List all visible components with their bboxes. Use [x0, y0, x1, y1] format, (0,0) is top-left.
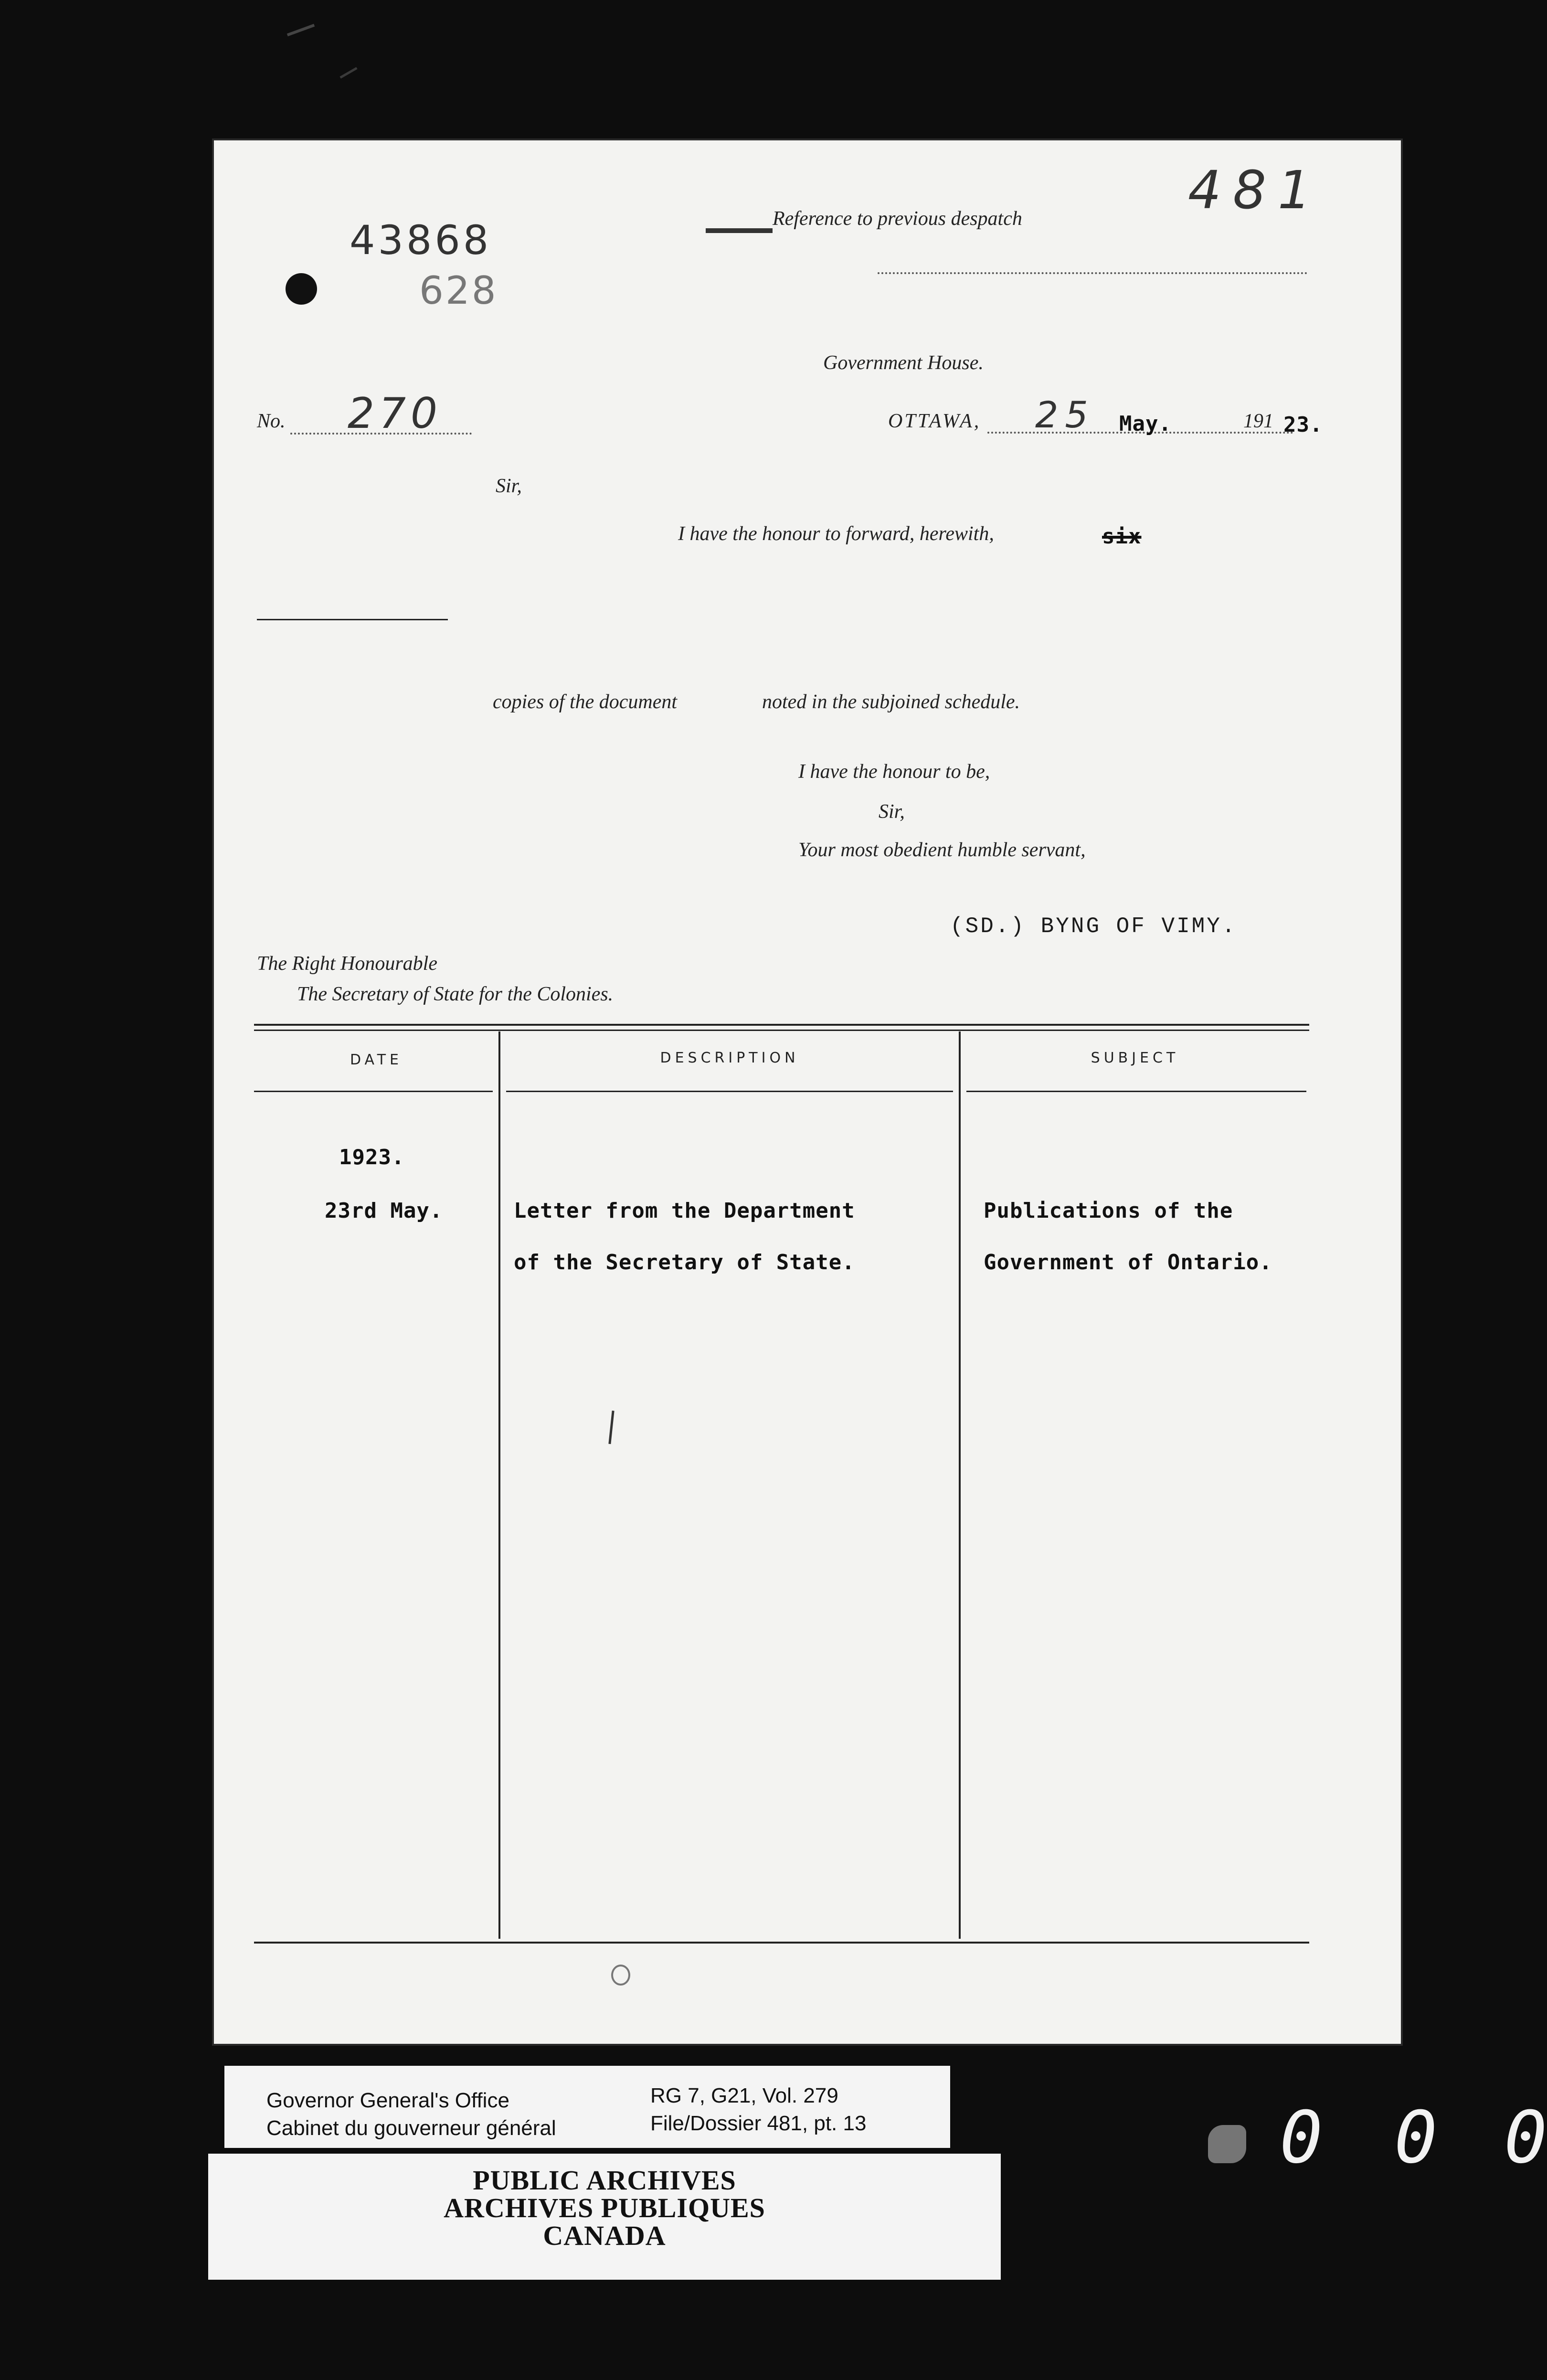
despatch-no-value: 270 [348, 389, 442, 438]
schedule-header-description: DESCRIPTION [660, 1050, 799, 1066]
date-day: 25 [1035, 393, 1095, 436]
archive-reference-label [224, 2066, 950, 2148]
reference-dotted-line [878, 272, 1307, 274]
salutation: Sir, [496, 475, 522, 497]
closing-line-2: Sir, [879, 801, 905, 823]
archive-ref-1: RG 7, G21, Vol. 279 [650, 2084, 838, 2107]
archive-stamp [208, 2154, 1001, 2280]
archive-stamp-line-2: ARCHIVES PUBLIQUES [444, 2192, 765, 2223]
closing-line-1: I have the honour to be, [798, 761, 990, 783]
struck-word: six [1102, 524, 1142, 549]
schedule-subject-line-2: Government of Ontario. [984, 1250, 1272, 1275]
addressee-line-2: The Secretary of State for the Colonies. [297, 983, 614, 1005]
despatch-no-label: No. [257, 410, 286, 432]
schedule-date: 23rd May. [325, 1199, 443, 1223]
addressee-line-1: The Right Honourable [257, 953, 437, 975]
letter-line-2: copies of the document [493, 691, 678, 713]
frame-counter-digit-3: 0 [1504, 2096, 1547, 2179]
schedule-header-rule-subject [966, 1091, 1306, 1092]
schedule-header-rule-desc [506, 1091, 953, 1092]
date-month: May. [1119, 412, 1172, 436]
schedule-header-rule-date [254, 1091, 493, 1092]
schedule-col-divider-2 [959, 1031, 961, 1939]
place-header: Government House. [823, 352, 984, 374]
schedule-description-line-2: of the Secretary of State. [514, 1250, 855, 1275]
margin-rule [257, 619, 448, 620]
paper-blemish [611, 1965, 630, 1986]
reference-label: Reference to previous despatch [773, 208, 1022, 230]
schedule-top-rule-2 [254, 1030, 1309, 1031]
date-year-suffix: 23. [1283, 413, 1323, 437]
schedule-top-rule-1 [254, 1024, 1309, 1026]
letter-line-2b: noted in the subjoined schedule. [762, 691, 1020, 713]
schedule-header-date: DATE [350, 1052, 403, 1068]
reference-scribble [706, 228, 773, 233]
schedule-subject-line-1: Publications of the [984, 1199, 1233, 1223]
document-page [214, 140, 1401, 2044]
schedule-bottom-rule [254, 1942, 1309, 1944]
pencil-mark [608, 1411, 614, 1444]
archive-stamp-line-3: CANADA [543, 2220, 666, 2251]
closing-line-3: Your most obedient humble servant, [798, 839, 1086, 861]
archive-ref-2: File/Dossier 481, pt. 13 [650, 2112, 867, 2135]
archive-office-fr: Cabinet du gouverneur général [266, 2116, 556, 2140]
date-city: OTTAWA, [888, 410, 981, 432]
frame-counter-digit-2: 0 [1394, 2096, 1438, 2179]
archive-office-en: Governor General's Office [266, 2089, 509, 2112]
schedule-description-line-1: Letter from the Department [514, 1199, 855, 1223]
schedule-col-divider-1 [498, 1031, 500, 1939]
schedule-year: 1923. [339, 1145, 405, 1169]
frame-counter-mark [1208, 2125, 1246, 2163]
archive-number-secondary: 628 [419, 268, 498, 313]
punch-hole-dot [286, 273, 317, 305]
schedule-header-subject: SUBJECT [1091, 1050, 1179, 1066]
letter-line-1: I have the honour to forward, herewith, [678, 523, 994, 545]
signature: (SD.) BYNG OF VIMY. [950, 914, 1237, 939]
archive-stamp-line-1: PUBLIC ARCHIVES [473, 2165, 736, 2196]
frame-counter-digit-1: 0 [1280, 2096, 1323, 2179]
archive-number-primary: 43868 [350, 217, 492, 264]
film-specks [267, 19, 411, 115]
date-year-prefix: 191 [1243, 410, 1273, 432]
page-number: 481 [1188, 159, 1323, 221]
